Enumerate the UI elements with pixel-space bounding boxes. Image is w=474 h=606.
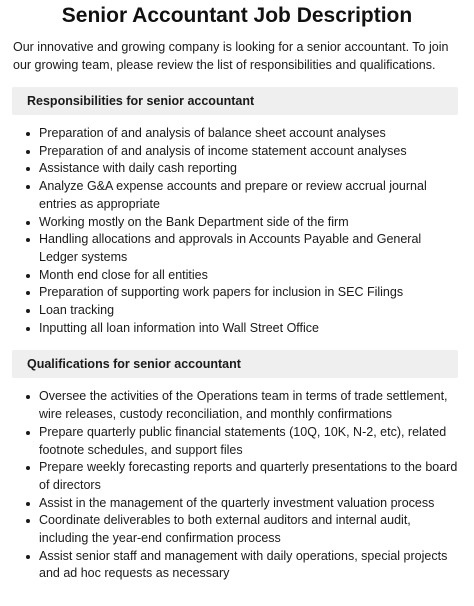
bullet-icon xyxy=(26,221,30,225)
list-item-text: Assist senior staff and management with daily operations, special projects and ad hoc requests as necessary xyxy=(39,548,448,581)
bullet-icon xyxy=(26,167,30,171)
list-item xyxy=(0,160,474,178)
list-item-text: Coordinate deliverables to both external auditors and internal audit, including the year-end confirmation process xyxy=(39,513,411,546)
responsibilities-list xyxy=(0,125,474,337)
bullet-icon xyxy=(26,466,30,470)
bullet-icon xyxy=(26,327,30,331)
list-item xyxy=(0,548,474,583)
list-item-text: Handling allocations and approvals in Accounts Payable and General Ledger systems xyxy=(39,232,422,264)
list-item-text: Prepare weekly forecasting reports and quarterly presentations to the board of directors xyxy=(39,460,458,492)
bullet-icon xyxy=(26,150,30,154)
list-item xyxy=(0,320,474,338)
list-item-text: Working mostly on the Bank Department side of the firm xyxy=(39,214,349,229)
intro-paragraph: Our innovative and growing company is looking for a senior accountant. To join our growing team, please review the list of responsibilities and qualifications. xyxy=(13,40,449,72)
bullet-icon xyxy=(26,238,30,242)
list-item-text: Loan tracking xyxy=(39,303,115,318)
bullet-icon xyxy=(26,502,30,506)
responsibilities-heading: Responsibilities for senior accountant xyxy=(12,87,458,115)
list-item xyxy=(0,178,474,213)
list-item-text: Assist in the management of the quarterly investment valuation process xyxy=(39,495,435,510)
list-item xyxy=(0,424,474,459)
list-item-text: Analyze G&A expense accounts and prepare or review accrual journal entries as appropriate xyxy=(39,179,427,211)
bullet-icon xyxy=(26,291,30,295)
list-item xyxy=(0,143,474,161)
list-item xyxy=(0,302,474,320)
list-item xyxy=(0,512,474,547)
list-item-text: Preparation of supporting work papers for inclusion in SEC Filings xyxy=(39,285,404,300)
list-item-text: Preparation of and analysis of balance sheet account analyses xyxy=(39,126,386,140)
qualifications-heading: Qualifications for senior accountant xyxy=(12,350,458,378)
page-title: Senior Accountant Job Description xyxy=(61,4,413,27)
bullet-icon xyxy=(26,185,30,189)
list-item xyxy=(0,231,474,266)
list-item-text: Prepare quarterly public financial statements (10Q, 10K, N-2, etc), related footnote schedules, and support files xyxy=(39,424,447,457)
list-item-text: Inputting all loan information into Wall Street Office xyxy=(39,320,320,335)
list-item-text: Month end close for all entities xyxy=(39,267,208,282)
bullet-icon xyxy=(26,132,30,136)
list-item xyxy=(0,459,474,494)
list-item xyxy=(0,125,474,143)
list-item xyxy=(0,284,474,302)
bullet-icon xyxy=(26,395,30,399)
list-item-text: Preparation of and analysis of income statement account analyses xyxy=(39,143,407,158)
list-item-text: Assistance with daily cash reporting xyxy=(39,161,238,176)
bullet-icon xyxy=(26,431,30,435)
bullet-icon xyxy=(26,519,30,523)
list-item xyxy=(0,267,474,285)
qualifications-list xyxy=(0,388,474,583)
list-item xyxy=(0,495,474,513)
list-item-text: Oversee the activities of the Operations team in terms of trade settlement, wire releases, custody reconciliation, and monthly confirmations xyxy=(39,389,448,422)
bullet-icon xyxy=(26,555,30,559)
list-item xyxy=(0,214,474,232)
list-item xyxy=(0,388,474,423)
bullet-icon xyxy=(26,309,30,313)
bullet-icon xyxy=(26,274,30,278)
